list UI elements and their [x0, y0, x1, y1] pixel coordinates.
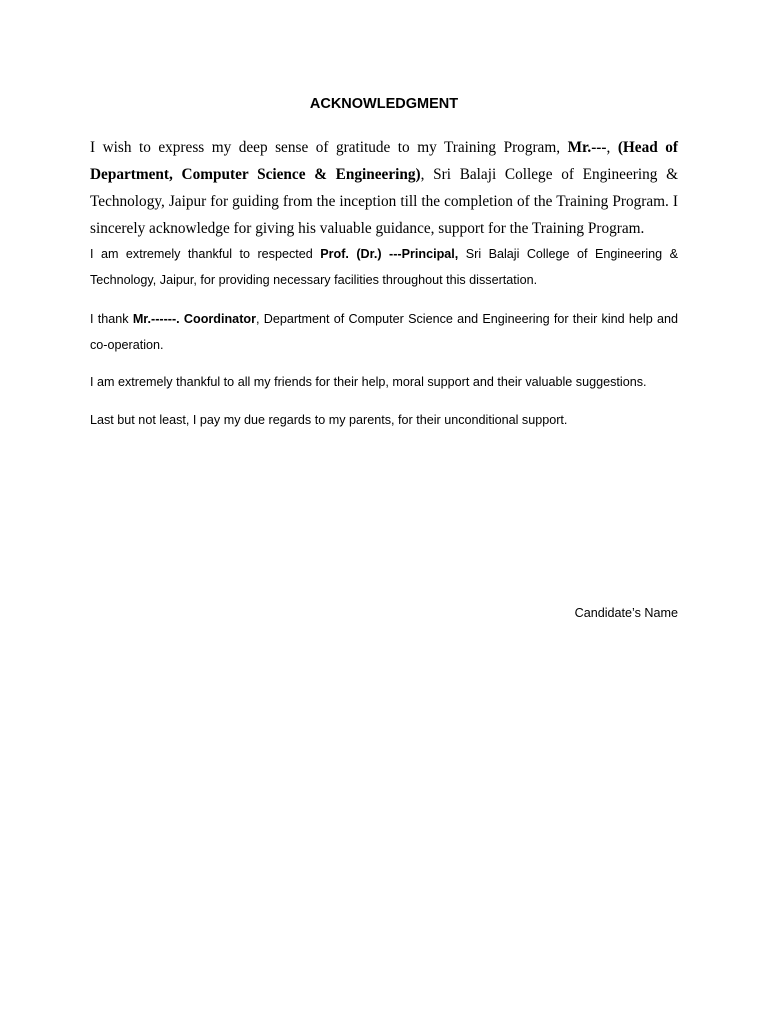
paragraph-gratitude-hod — [90, 134, 678, 242]
hod-name: Mr.--- — [567, 139, 607, 156]
paragraph-text: , Department of Computer Science and Engineering for their kind help and co-operation. — [90, 312, 678, 352]
paragraph-thanks-principal — [90, 241, 678, 293]
paragraph-text: I wish to express my deep sense of gratitude to my Training Program, — [90, 139, 568, 156]
paragraph-text: I am extremely thankful to respected — [90, 247, 321, 261]
coordinator-name: Mr.------. Coordinator — [132, 312, 256, 326]
paragraph-text: I thank — [90, 312, 133, 326]
paragraph-text: Sri Balaji College of Engineering & Technology, Jaipur, for providing necessary facilities throughout this dissertation. — [90, 247, 679, 287]
paragraph-thanks-friends: I am extremely thankful to all my friends for their help, moral support and their valuable suggestions. — [90, 375, 647, 389]
page-title: ACKNOWLEDGMENT — [309, 96, 459, 112]
paragraph-thanks-parents: Last but not least, I pay my due regards to my parents, for their unconditional support. — [90, 413, 568, 427]
principal-name: Prof. (Dr.) ---Principal, — [320, 247, 459, 261]
paragraph-thanks-coordinator — [90, 306, 678, 358]
candidate-name-signature: Candidate’s Name — [574, 606, 678, 620]
paragraph-text: , — [606, 139, 618, 156]
hod-designation: (Head of Department, Computer Science & Engineering) — [90, 139, 678, 183]
paragraph-text: , Sri Balaji College of Engineering & Technology, Jaipur for guiding from the inception till the completion of the Training Program. I sincerely acknowledge for giving his valuable guidance, support for the Training Program. — [90, 166, 678, 237]
